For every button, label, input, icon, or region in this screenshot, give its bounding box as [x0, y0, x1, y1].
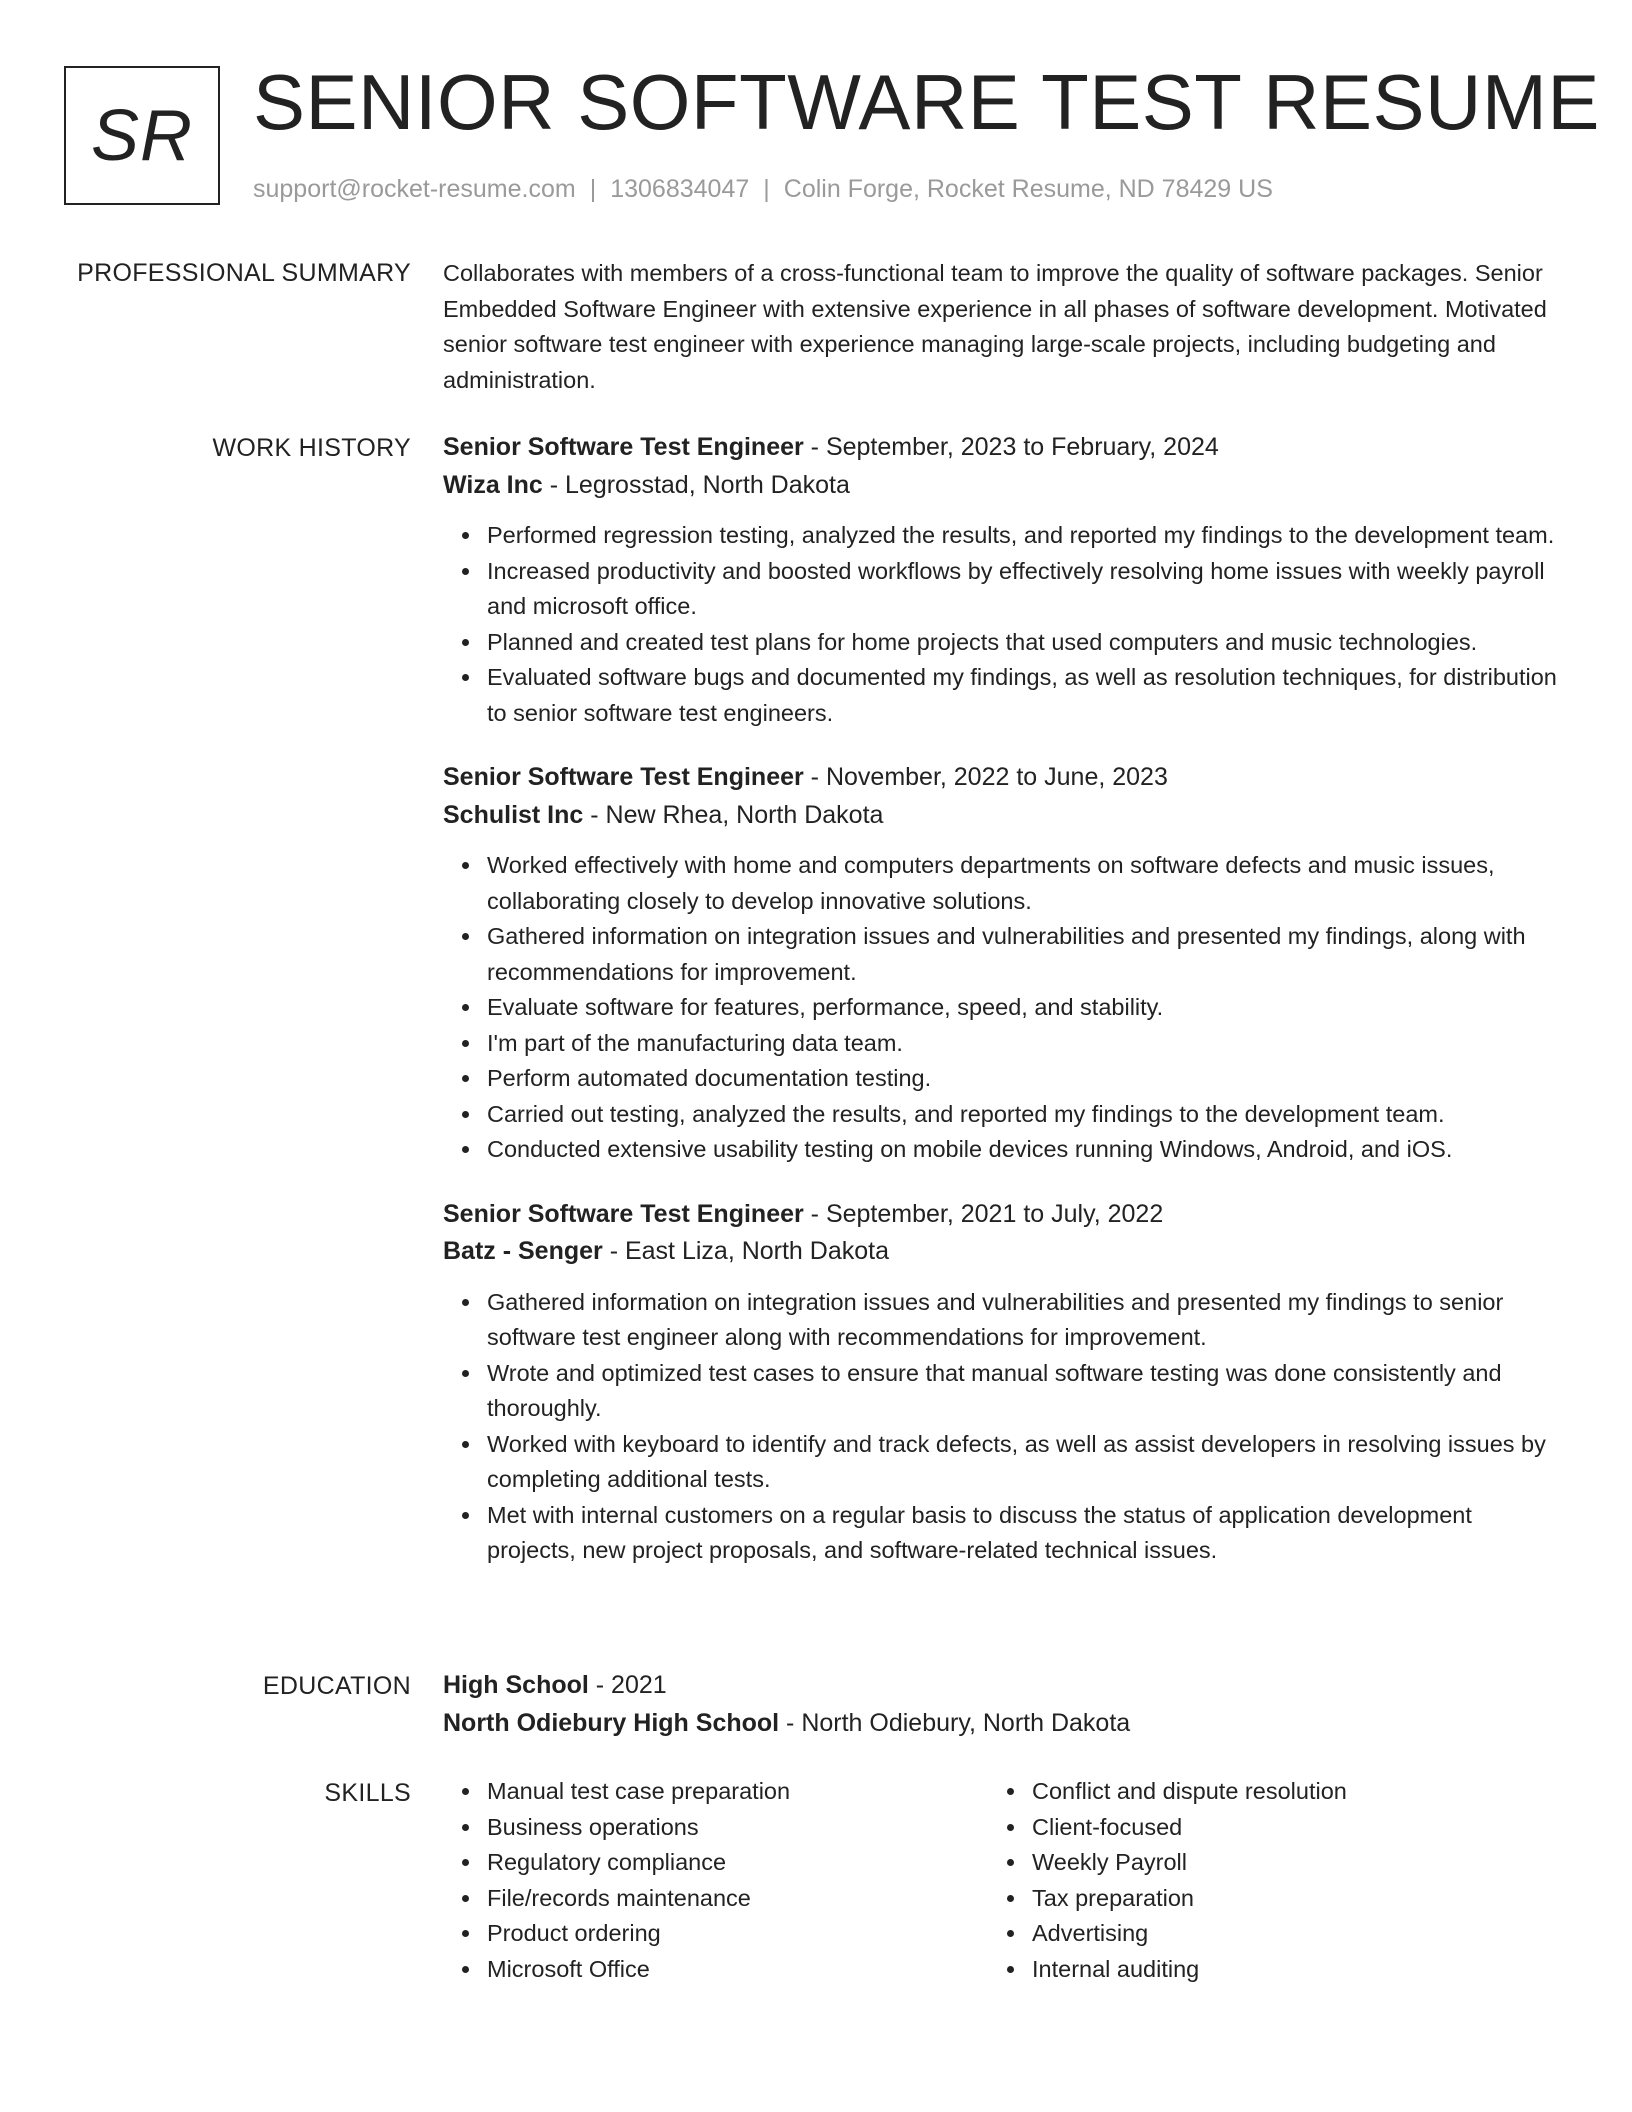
job-title: Senior Software Test Engineer: [443, 433, 804, 461]
job-company-line: [443, 467, 1563, 505]
job-company: Wiza Inc: [443, 470, 543, 499]
job-bullet: Gathered information on integration issues and vulnerabilities and presented my findings, along with recommendations for improvement.: [487, 919, 1563, 990]
skills-list: [988, 1774, 1533, 1987]
job-company: Batz - Senger: [443, 1237, 603, 1265]
summary-text: Collaborates with members of a cross-functional team to improve the quality of software packages. Senior Embedded Software Engineer with extensive experience in all phases of software development. Motivated senior software test engineer with experience managing large-scale projects, including budgeting and administration.: [443, 260, 1547, 393]
education-degree: High School: [443, 1671, 589, 1699]
job-bullets: [443, 518, 1563, 731]
work-history-section: [443, 429, 1563, 1591]
section-label-skills: SKILLS: [324, 1779, 411, 1807]
job-company-line: [443, 797, 1563, 835]
skills-column-left: [443, 1774, 988, 1987]
job-title-line: [443, 1196, 1563, 1234]
job-bullet: Perform automated documentation testing.: [487, 1061, 1563, 1097]
job-bullet: Conducted extensive usability testing on mobile devices running Windows, Android, and iOS.: [487, 1132, 1563, 1168]
job-title-line: [443, 429, 1563, 467]
job-company-line: [443, 1233, 1563, 1271]
skills-grid: [443, 1774, 1563, 1987]
skill-item: Conflict and dispute resolution: [1032, 1774, 1533, 1810]
skill-item: Regulatory compliance: [487, 1845, 988, 1881]
education-school-line: [443, 1705, 1563, 1743]
job-bullet: Carried out testing, analyzed the results, and reported my findings to the development team.: [487, 1097, 1563, 1133]
resume-title: SENIOR SOFTWARE TEST RESUME: [253, 58, 1600, 146]
job-dates: - September, 2021 to July, 2022: [803, 1199, 1164, 1228]
education-year: - 2021: [588, 1671, 667, 1699]
job-bullets: [443, 848, 1563, 1168]
skill-item: Product ordering: [487, 1916, 988, 1952]
job-dates: - November, 2022 to June, 2023: [803, 763, 1168, 791]
skills-column-right: [988, 1774, 1533, 1987]
skill-item: File/records maintenance: [487, 1881, 988, 1917]
job-bullet: I'm part of the manufacturing data team.: [487, 1026, 1563, 1062]
contact-phone[interactable]: 1306834047: [610, 175, 750, 203]
job-title: Senior Software Test Engineer: [443, 1199, 804, 1228]
job-bullet: Worked effectively with home and computers departments on software defects and music issues, collaborating closely to develop innovative solutions.: [487, 848, 1563, 919]
job-bullet: Worked with keyboard to identify and track defects, as well as assist developers in resolving issues by completing additional tests.: [487, 1427, 1563, 1498]
job-bullets: [443, 1285, 1563, 1569]
job-bullet: Evaluated software bugs and documented my findings, as well as resolution techniques, for distribution to senior software test engineers.: [487, 660, 1563, 731]
skill-item: Advertising: [1032, 1916, 1533, 1952]
section-label-education: EDUCATION: [262, 1672, 411, 1700]
skill-item: Tax preparation: [1032, 1881, 1533, 1917]
contact-email[interactable]: support@rocket-resume.com: [253, 175, 576, 203]
job-location: - East Liza, North Dakota: [602, 1237, 889, 1265]
job-bullet: Met with internal customers on a regular basis to discuss the status of application development projects, new project proposals, and software-related technical issues.: [487, 1498, 1563, 1569]
contact-line: [253, 174, 1273, 204]
skills-list: [443, 1774, 988, 1987]
skill-item: Weekly Payroll: [1032, 1845, 1533, 1881]
job-bullet: Evaluate software for features, performance, speed, and stability.: [487, 990, 1563, 1026]
education-degree-line: [443, 1667, 1563, 1705]
job-bullet: Increased productivity and boosted workflows by effectively resolving home issues with weekly payroll and microsoft office.: [487, 554, 1563, 625]
job-location: - New Rhea, North Dakota: [583, 800, 884, 829]
education-location: - North Odiebury, North Dakota: [779, 1708, 1131, 1737]
contact-address: Colin Forge, Rocket Resume, ND 78429 US: [783, 175, 1273, 203]
job-entry: [443, 759, 1563, 1168]
skill-item: Manual test case preparation: [487, 1774, 988, 1810]
job-title-line: [443, 759, 1563, 797]
job-bullet: Wrote and optimized test cases to ensure that manual software testing was done consistently and thoroughly.: [487, 1356, 1563, 1427]
skill-item: Business operations: [487, 1810, 988, 1846]
section-label-work-history: WORK HISTORY: [212, 434, 411, 462]
job-entry: [443, 1196, 1563, 1569]
job-location: - Legrosstad, North Dakota: [542, 470, 850, 499]
job-bullet: Gathered information on integration issues and vulnerabilities and presented my findings to senior software test engineer along with recommendations for improvement.: [487, 1285, 1563, 1356]
monogram-initials: SR: [90, 95, 194, 176]
skills-section: [443, 1774, 1563, 1987]
job-bullet: Performed regression testing, analyzed the results, and reported my findings to the development team.: [487, 518, 1563, 554]
summary-section: [443, 256, 1563, 398]
job-title: Senior Software Test Engineer: [443, 763, 804, 791]
monogram-logo: [64, 66, 220, 205]
job-company: Schulist Inc: [443, 800, 584, 829]
job-bullet: Planned and created test plans for home projects that used computers and music technologies.: [487, 625, 1563, 661]
job-entry: [443, 429, 1563, 731]
skill-item: Client-focused: [1032, 1810, 1533, 1846]
skill-item: Microsoft Office: [487, 1952, 988, 1988]
skill-item: Internal auditing: [1032, 1952, 1533, 1988]
education-section: [443, 1667, 1563, 1742]
section-label-summary: PROFESSIONAL SUMMARY: [77, 259, 411, 287]
contact-separator: |: [763, 175, 770, 203]
job-dates: - September, 2023 to February, 2024: [803, 433, 1219, 461]
contact-separator: |: [589, 175, 597, 203]
education-school: North Odiebury High School: [443, 1708, 780, 1737]
